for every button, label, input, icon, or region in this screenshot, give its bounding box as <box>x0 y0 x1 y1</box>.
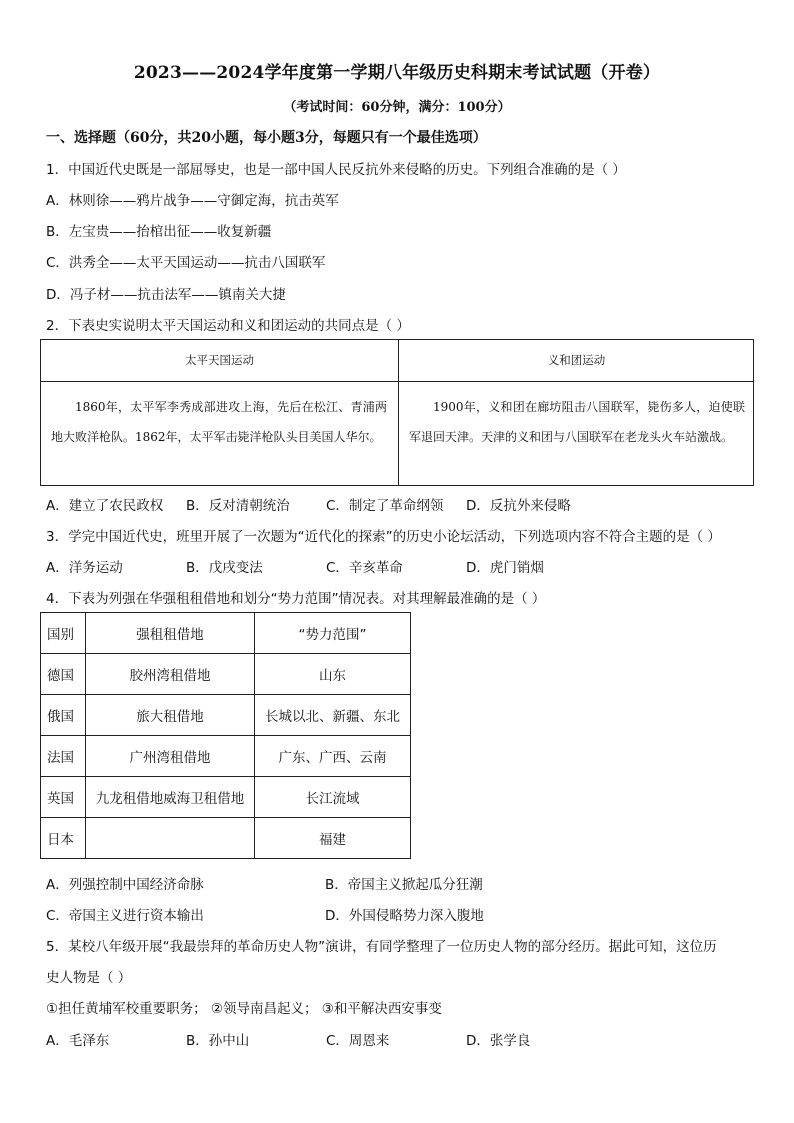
q1-option-d: D．冯子材——抗击法军——镇南关大捷 <box>46 287 286 303</box>
q5-facts: ①担任黄埔军校重要职务； ②领导南昌起义； ③和平解决西安事变 <box>46 1001 442 1017</box>
q4-table <box>40 612 411 859</box>
q1-option-a: A．林则徐——鸦片战争——守御定海，抗击英军 <box>46 193 339 209</box>
table-header-cell: 国别 <box>41 613 86 654</box>
table-row <box>41 736 411 777</box>
table-cell: 胶州湾租借地 <box>86 654 255 695</box>
table-row <box>41 654 411 695</box>
table-cell: 德国 <box>41 654 86 695</box>
q3-stem: 3．学完中国近代史，班里开展了一次题为“近代化的探索”的历史小论坛活动，下列选项内容不符合主题的是（ ） <box>46 529 721 545</box>
q3-option-d: D．虎门销烟 <box>466 560 544 576</box>
q1-option-c: C．洪秀全——太平天国运动——抗击八国联军 <box>46 255 326 271</box>
q5-stem-line1: 5．某校八年级开展“我最崇拜的革命历史人物”演讲，有同学整理了一位历史人物的部分经历。据此可知，这位历 <box>46 939 717 955</box>
table-header-row <box>41 613 411 654</box>
q5-option-b: B．孙中山 <box>186 1033 250 1049</box>
q4-option-d: D．外国侵略势力深入腹地 <box>325 908 484 924</box>
table-cell: 广东、广西、云南 <box>255 736 411 777</box>
table-cell: 旅大租借地 <box>86 695 255 736</box>
section-heading: 一、选择题（60分，共20小题，每小题3分，每题只有一个最佳选项） <box>46 130 487 146</box>
q2-table-header-boxer: 义和团运动 <box>547 353 606 367</box>
table-cell: 长江流域 <box>255 777 411 818</box>
q3-option-b: B．戊戌变法 <box>186 560 263 576</box>
table-cell: 山东 <box>255 654 411 695</box>
q2-table <box>40 339 754 486</box>
q1-option-b: B．左宝贵——抬棺出征——收复新疆 <box>46 224 272 240</box>
table-cell: 日本 <box>41 818 86 859</box>
table-header-cell: 强租租借地 <box>86 613 255 654</box>
q3-option-c: C．辛亥革命 <box>326 560 403 576</box>
q2-option-a: A．建立了农民政权 <box>46 498 164 514</box>
table-cell: 英国 <box>41 777 86 818</box>
table-header-cell: “势力范围” <box>255 613 411 654</box>
q2-stem: 2．下表史实说明太平天国运动和义和团运动的共同点是（ ） <box>46 318 410 334</box>
table-cell: 九龙租借地威海卫租借地 <box>86 777 255 818</box>
q3-option-a: A．洋务运动 <box>46 560 123 576</box>
exam-subtitle: （考试时间：60分钟，满分：100分） <box>283 100 511 115</box>
q4-option-a: A．列强控制中国经济命脉 <box>46 877 204 893</box>
table-cell: 俄国 <box>41 695 86 736</box>
table-cell: 法国 <box>41 736 86 777</box>
q5-option-c: C．周恩来 <box>326 1033 390 1049</box>
table-row <box>41 777 411 818</box>
table-cell: 广州湾租借地 <box>86 736 255 777</box>
q5-option-a: A．毛泽东 <box>46 1033 110 1049</box>
table-cell: 福建 <box>255 818 411 859</box>
q4-option-c: C．帝国主义进行资本输出 <box>46 908 204 924</box>
q5-stem-line2: 史人物是（ ） <box>46 970 132 986</box>
q2-table-cell-boxer: 1900年，义和团在廊坊阻击八国联军，毙伤多人，迫使联军退回天津。天津的义和团与八国联军在老龙头火车站激战。 <box>409 400 745 444</box>
table-row <box>41 818 411 859</box>
q4-stem: 4．下表为列强在华强租租借地和划分“势力范围”情况表。对其理解最准确的是（ ） <box>46 591 546 607</box>
q2-option-b: B．反对清朝统治 <box>186 498 290 514</box>
q1-stem: 1．中国近代史既是一部屈辱史，也是一部中国人民反抗外来侵略的历史。下列组合准确的是（ ） <box>46 162 626 178</box>
q5-option-d: D．张学良 <box>466 1033 531 1049</box>
q2-table-header-taiping: 太平天国运动 <box>185 353 254 367</box>
table-row <box>41 695 411 736</box>
table-cell: 长城以北、新疆、东北 <box>255 695 411 736</box>
table-divider <box>41 381 753 382</box>
q2-table-cell-taiping: 1860年，太平军李秀成部进攻上海，先后在松江、青浦两地大败洋枪队。1862年，太平军击毙洋枪队头目美国人华尔。 <box>51 400 387 444</box>
q2-option-d: D．反抗外来侵略 <box>466 498 571 514</box>
q4-option-b: B．帝国主义掀起瓜分狂潮 <box>325 877 483 893</box>
q2-option-c: C．制定了革命纲领 <box>326 498 444 514</box>
table-cell <box>86 818 255 859</box>
exam-title: 2023——2024学年度第一学期八年级历史科期末考试试题（开卷） <box>133 63 661 83</box>
